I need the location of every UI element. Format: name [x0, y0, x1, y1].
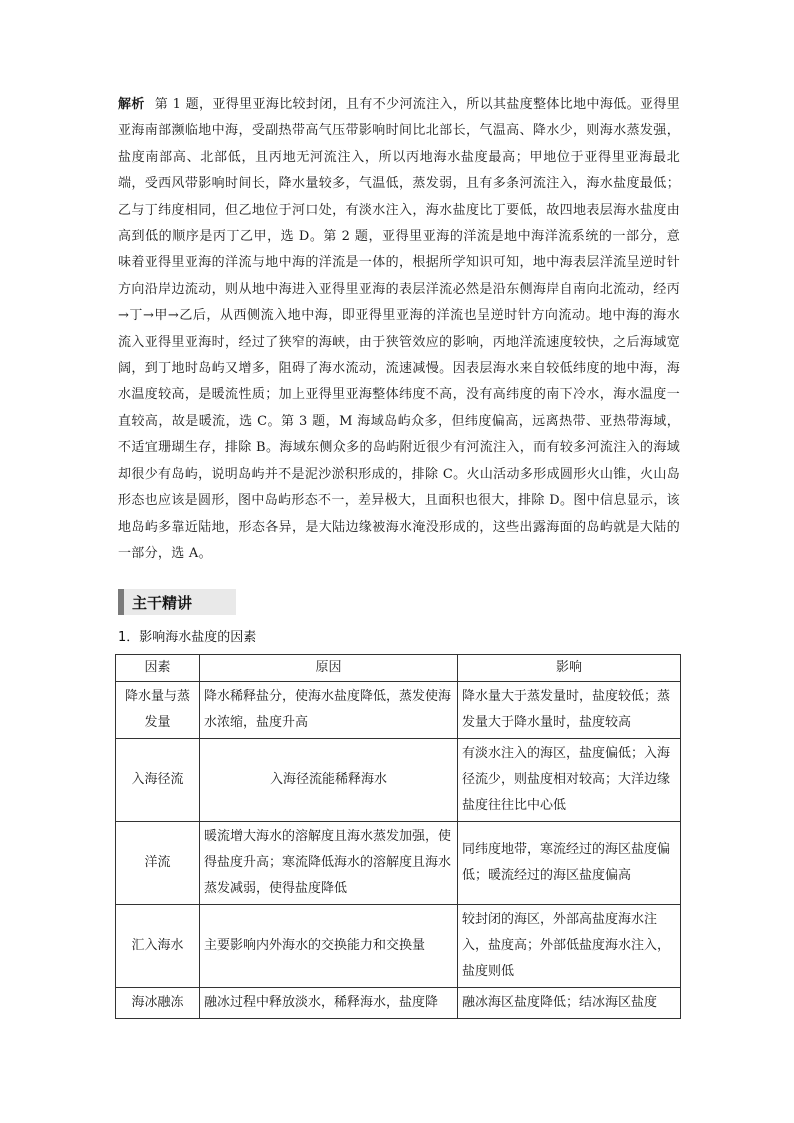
- effect-cell: 降水量大于蒸发量时，盐度较低；蒸发量大于降水量时，盐度较高: [458, 682, 681, 739]
- reason-cell: 降水稀释盐分，使海水盐度降低，蒸发使海水浓缩，盐度升高: [200, 682, 458, 739]
- section-banner: [118, 589, 236, 615]
- effect-cell: 融冰海区盐度降低；结冰海区盐度: [458, 988, 681, 1019]
- salinity-factors-table: [115, 654, 681, 1019]
- factor-cell: 海冰融冻: [116, 988, 200, 1019]
- effect-cell: 同纬度地带，寒流经过的海区盐度偏低；暖流经过的海区盐度偏高: [458, 822, 681, 905]
- table-header-row: [116, 655, 681, 682]
- reason-cell: 主要影响内外海水的交换能力和交换量: [200, 905, 458, 988]
- table-row: [116, 682, 681, 739]
- reason-cell: 入海径流能稀释海水: [200, 739, 458, 822]
- explanation-lead: 解析: [118, 97, 145, 112]
- table-row: [116, 739, 681, 822]
- table-row: [116, 988, 681, 1019]
- factor-cell: 入海径流: [116, 739, 200, 822]
- reason-cell: 暖流增大海水的溶解度且海水蒸发加强，使得盐度升高；寒流降低海水的溶解度且海水蒸发减弱，使得盐度降低: [200, 822, 458, 905]
- explanation-body: 第 1 题，亚得里亚海比较封闭，且有不少河流注入，所以其盐度整体比地中海低。亚得里亚海南部濒临地中海，受副热带高气压带影响时间比北部长，气温高、降水少，则海水蒸发强，盐度南部高、北部低，且丙地无河流注入，所以丙地海水盐度最高；甲地位于亚得里亚海最北端，受西风带影响时间长，降水量较多，气温低，蒸发弱，且有多条河流注入，海水盐度最低；乙与丁纬度相同，但乙地位于河口处，有淡水注入，海水盐度比丁要低，故四地表层海水盐度由高到低的顺序是丙丁乙甲，选 D。第 2 题，亚得里亚海的洋流是地中海洋流系统的一部分，意味着亚得里亚海的洋流与地中海的洋流是一体的，根据所学知识可知，地中海表层洋流呈逆时针方向沿岸边流动，则从地中海进入亚得里亚海的表层洋流必然是沿东侧海岸自南向北流动，经丙→丁→甲→乙后，从西侧流入地中海，即亚得里亚海的洋流也呈逆时针方向流动。地中海的海水流入亚得里亚海时，经过了狭窄的海峡，由于狭管效应的影响，丙地洋流速度较快，之后海域宽阔，到丁地时岛屿又增多，阻碍了海水流动，流速减慢。因表层海水来自较低纬度的地中海，海水温度较高，是暖流性质；加上亚得里亚海整体纬度不高，没有高纬度的南下冷水，海水温度一直较高，故是暖流，选 C。第 3 题，M 海域岛屿众多，但纬度偏高，远离热带、亚热带海域，不适宜珊瑚生存，排除 B。海域东侧众多的岛屿附近很少有河流注入，而有较多河流注入的海域却很少有岛屿，说明岛屿并不是泥沙淤积形成的，排除 C。火山活动多形成圆形火山锥，火山岛形态也应该是圆形，图中岛屿形态不一，差异极大，且面积也很大，排除 D。图中信息显示，该地岛屿多靠近陆地，形态各异，是大陆边缘被海水淹没形成的，这些出露海面的岛屿就是大陆的一部分，选 A。: [118, 97, 680, 561]
- table-row: [116, 905, 681, 988]
- factor-cell: 降水量与蒸发量: [116, 682, 200, 739]
- header-reason: 原因: [200, 655, 458, 682]
- explanation-paragraph: [118, 92, 680, 567]
- section-title: 主干精讲: [132, 594, 193, 612]
- subsection-heading: 1．影响海水盐度的因素: [118, 630, 257, 645]
- effect-cell: 较封闭的海区，外部高盐度海水注入，盐度高；外部低盐度海水注入，盐度则低: [458, 905, 681, 988]
- reason-cell: 融冰过程中释放淡水，稀释海水，盐度降: [200, 988, 458, 1019]
- table-row: [116, 822, 681, 905]
- effect-cell: 有淡水注入的海区，盐度偏低；入海径流少，则盐度相对较高；大洋边缘盐度往往比中心低: [458, 739, 681, 822]
- header-factor: 因素: [116, 655, 200, 682]
- factor-cell: 汇入海水: [116, 905, 200, 988]
- header-effect: 影响: [458, 655, 681, 682]
- factor-cell: 洋流: [116, 822, 200, 905]
